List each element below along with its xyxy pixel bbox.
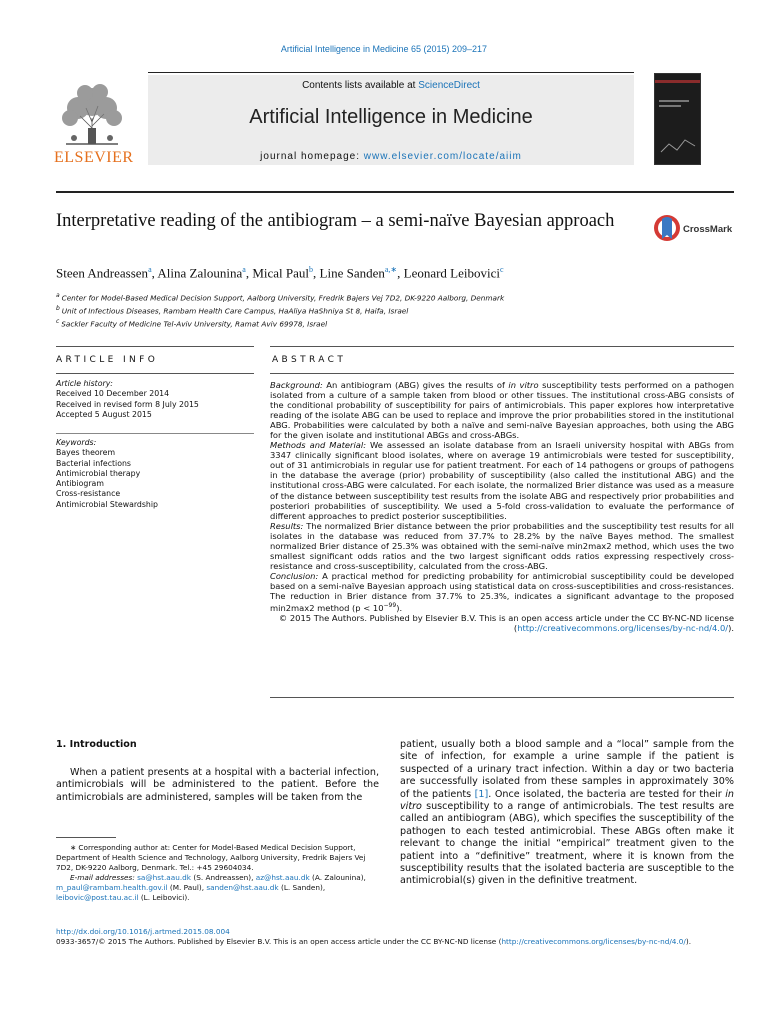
intro-text-3: susceptibility to a range of antimicrobials. The test results are called an antibiogram (ABG), which specifies the susceptibility of the pathogen to each tested antimicrobial. These ABGs often make it relevant to change the initial “empirical” treatment given to the patient into a “definitive” treatment, where it is known from the susceptibility results that the isolated bacteria are susceptible to the antimicrobial(s) given in the definitive treatment. [400,801,734,887]
results-label: Results: [270,520,304,531]
email-addresses [56,873,379,903]
background-label: Background: [270,380,323,390]
conclusion-exponent: −99 [383,602,397,610]
background-italic: in vitro [508,380,539,390]
keyword-item: Antimicrobial Stewardship [56,499,158,509]
abstract-conclusion [270,571,734,613]
abstract-bottom-rule [270,697,734,698]
journal-cover-image [654,73,701,165]
sciencedirect-link[interactable]: ScienceDirect [418,80,480,91]
author-name: Steen Andreassen [56,265,149,281]
conclusion-end: ). [396,602,403,613]
methods-text: We assessed an isolate database from an Israeli university hospital with ABGs from 3347 clinically significant blood isolates, where on average 19 antimicrobials were tested for susceptibility, out of 31 antimicrobials in regular use for patient treatment. For each of 14 pathogens or groups of pathogens in the database the average (prior) probability of susceptibility (also called the institutional ABG) and the institutional cross-ABG were calculated. For each isolate, the normalized Brier distance was used as a measure of the distance between susceptibility test results from the isolate ABG and respectively prior probabilities and posteriori probabilities of susceptibility. We used a 5-fold cross-validation to evaluate the performance of different approaches to predict posterior susceptibilities. [270,440,734,521]
keyword-item: Cross-resistance [56,489,121,499]
crossmark-label: CrossMark [683,224,733,235]
background-text-2: susceptibility tests performed on a pathogen isolated from a culture of a sample taken from blood or other tissues. The institutional cross-ABG consists of the conditional probability of susceptibility for pairs of antimicrobials. This paper explores how interpretative reading of the isolate ABG can be used to replace and improve the prior probabilities stored in the institutional ABG. Probabilities were calculated by both a naïve and semi-naïve Bayesian approaches, both using the ABG for the given isolate and institutional ABGs and cross-ABGs. [270,380,735,441]
history-item: Received in revised form 8 July 2015 [56,399,199,409]
email-owner: (A. Zalounina), [309,873,366,882]
contents-line [148,80,634,91]
homepage-link[interactable]: www.elsevier.com/locate/aiim [363,151,522,162]
author-name: Mical Paul [252,265,310,281]
intro-text-1: patient, usually both a blood sample and a “local” sample from the site of infection, for example a urine sample if the patient is suspected of a urinary tract infection. Within a day or two bacteria are successfully isolated from these samples in approximately 30% of the patients [400,739,734,800]
history-item: Received 10 December 2014 [56,389,170,399]
keyword-item: Bayes theorem [56,448,116,458]
affiliation-item: $^b$ Unit of Infectious Diseases, Rambam Health Care Campus, HaAliya HaShniya St 8, Haifa, Israel [56,304,409,316]
email-label: E-mail addresses: [70,873,135,882]
page-footer [56,927,734,947]
footnotes [56,843,379,903]
conclusion-text: A practical method for predicting probability for antimicrobial susceptibility could be developed based on a semi-naïve Bayesian approach using statistical data on cross-susceptibilities and cross-resistances. The reduction in Brier distance from 37.7% to 25.3%, indicates a significant advantage to the proposed min2max2 method (p < 10 [270,570,734,613]
abstract-body [270,380,734,633]
article-history [56,379,254,420]
abstract-heading: ABSTRACT [272,355,347,365]
history-item: Accepted 5 August 2015 [56,409,152,419]
author-affiliation-marker[interactable]: c [500,265,504,274]
cover-art [655,74,700,164]
email-link[interactable]: sa@hst.aau.dk [137,873,192,882]
abstract-top-rule [270,346,734,347]
author-list: Steen Andreassen$^a$, Alina Zalounina$^a$, Mical Paul$^b$, Line Sanden$^{a,∗}$, Leonard Leibovici$^c$ [56,265,504,281]
email-link[interactable]: m_paul@rambam.health.gov.il [56,883,168,892]
info-divider [56,433,254,434]
intro-left-column [56,767,379,804]
author-affiliation-marker[interactable]: a [242,265,246,274]
abstract-copyright [270,613,734,633]
conclusion-label: Conclusion: [270,570,319,581]
keyword-item: Antibiogram [56,479,104,489]
corresponding-author-note: ∗ Corresponding author at: Center for Model-Based Medical Decision Support, Department of Health Science and Technology, Aalborg University, Fredrik Bajers Vej 7D2, DK-9220 Aalborg, Denmark. Tel.: +45 29604034. [56,843,366,872]
history-label: Article history: [56,379,113,388]
email-link[interactable]: az@hst.aau.dk [255,873,310,882]
intro-right-column [400,739,734,888]
email-link[interactable]: sanden@hst.aau.dk [206,883,279,892]
author-affiliation-marker[interactable]: b [309,265,314,274]
license-link[interactable]: http://creativecommons.org/licenses/by-nc-nd/4.0/ [517,622,729,633]
doi-link[interactable]: http://dx.doi.org/10.1016/j.artmed.2015.08.004 [56,927,230,936]
email-owner: (L. Leibovici). [138,893,190,902]
footnote-rule [56,837,116,838]
email-owner: (M. Paul), [167,883,207,892]
author-affiliation-marker[interactable]: a [148,265,152,274]
issn-end: ). [685,937,692,946]
header-top-rule [148,72,634,73]
author-affiliation-marker[interactable]: a,∗ [384,265,398,274]
keyword-item: Antimicrobial therapy [56,468,141,478]
journal-reference[interactable]: Artificial Intelligence in Medicine 65 (2015) 209–217 [280,44,488,54]
elsevier-wordmark: ELSEVIER [54,149,134,166]
crossmark-badge[interactable] [653,213,737,243]
abstract-rule [270,373,734,374]
email-owner: (S. Andreassen), [191,873,256,882]
keywords-label: Keywords: [56,438,97,447]
keyword-list [56,448,254,510]
author-name: Line Sanden [319,265,385,281]
abstract-background [270,380,734,440]
article-info-rule [56,373,254,374]
section-heading-introduction: 1. Introduction [56,739,137,750]
intro-paragraph-1: When a patient presents at a hospital with a bacterial infection, antimicrobials will be administered to the patient. Before the antimicrobials are administered, samples will be taken from the [56,767,379,803]
copyright-text: © 2015 The Authors. Published by Elsevier B.V. This is an open access article under the CC BY-NC-ND license ( [278,612,734,633]
intro-paragraph-2 [400,739,734,888]
methods-label: Methods and Material: [270,440,367,451]
author-name: Leonard Leibovici [403,265,501,281]
intro-italic: in vitro [400,788,734,813]
keyword-item: Bacterial infections [56,458,131,468]
history-list [56,389,254,420]
journal-homepage [148,151,634,162]
journal-title: Artificial Intelligence in Medicine [249,106,533,128]
issn-line [56,937,734,947]
email-owner: (L. Sanden), [278,883,326,892]
footer-license-link[interactable]: http://creativecommons.org/licenses/by-nc-nd/4.0/ [501,937,686,946]
background-text: An antibiogram (ABG) gives the results of [322,380,509,390]
crossmark-icon [653,213,737,243]
email-link[interactable]: leibovic@post.tau.ac.il [56,893,139,902]
results-text: The normalized Brier distance between the prior probabilities and the susceptibility test results for all isolates in the database was reduced from 37.7% to 28.2% by the naïve Bayes method. The smallest normalized Brier distance of 25.3% was obtained with the semi-naïve min2max2 method, which uses the two smallest significant odds ratios and the two largest significant odds ratios expressing respectively cross-resistance and cross-susceptibility, calculated from the cross-ABG. [270,520,734,571]
contents-prefix: Contents lists available at [302,80,419,91]
affiliation-item: $^a$ Center for Model-Based Medical Decision Support, Aalborg University, Fredrik Bajers Vej 7D2, DK-9220 Aalborg, Denmark [56,292,505,303]
issn-text: 0933-3657/© 2015 The Authors. Published by Elsevier B.V. This is an open access article under the CC BY-NC-ND license ( [56,937,502,946]
abstract-methods [270,440,734,520]
abstract-results [270,521,734,571]
copyright-end: ). [728,622,734,633]
affiliations [56,291,736,330]
reference-link-1[interactable]: [1] [474,788,489,800]
author-name: Alina Zalounina [157,265,243,281]
article-info-heading: ARTICLE INFO [56,355,159,365]
homepage-prefix: journal homepage: [260,151,364,162]
paper-title: Interpretative reading of the antibiogram – a semi-naïve Bayesian approach [56,211,615,231]
intro-text-2: . Once isolated, the bacteria are tested for their [488,788,726,800]
article-info-top-rule [56,346,254,347]
affiliation-item: $^c$ Sackler Faculty of Medicine Tel-Aviv University, Ramat Aviv 69978, Israel [56,317,328,329]
header-bottom-rule [56,191,734,193]
keywords-block [56,438,254,510]
